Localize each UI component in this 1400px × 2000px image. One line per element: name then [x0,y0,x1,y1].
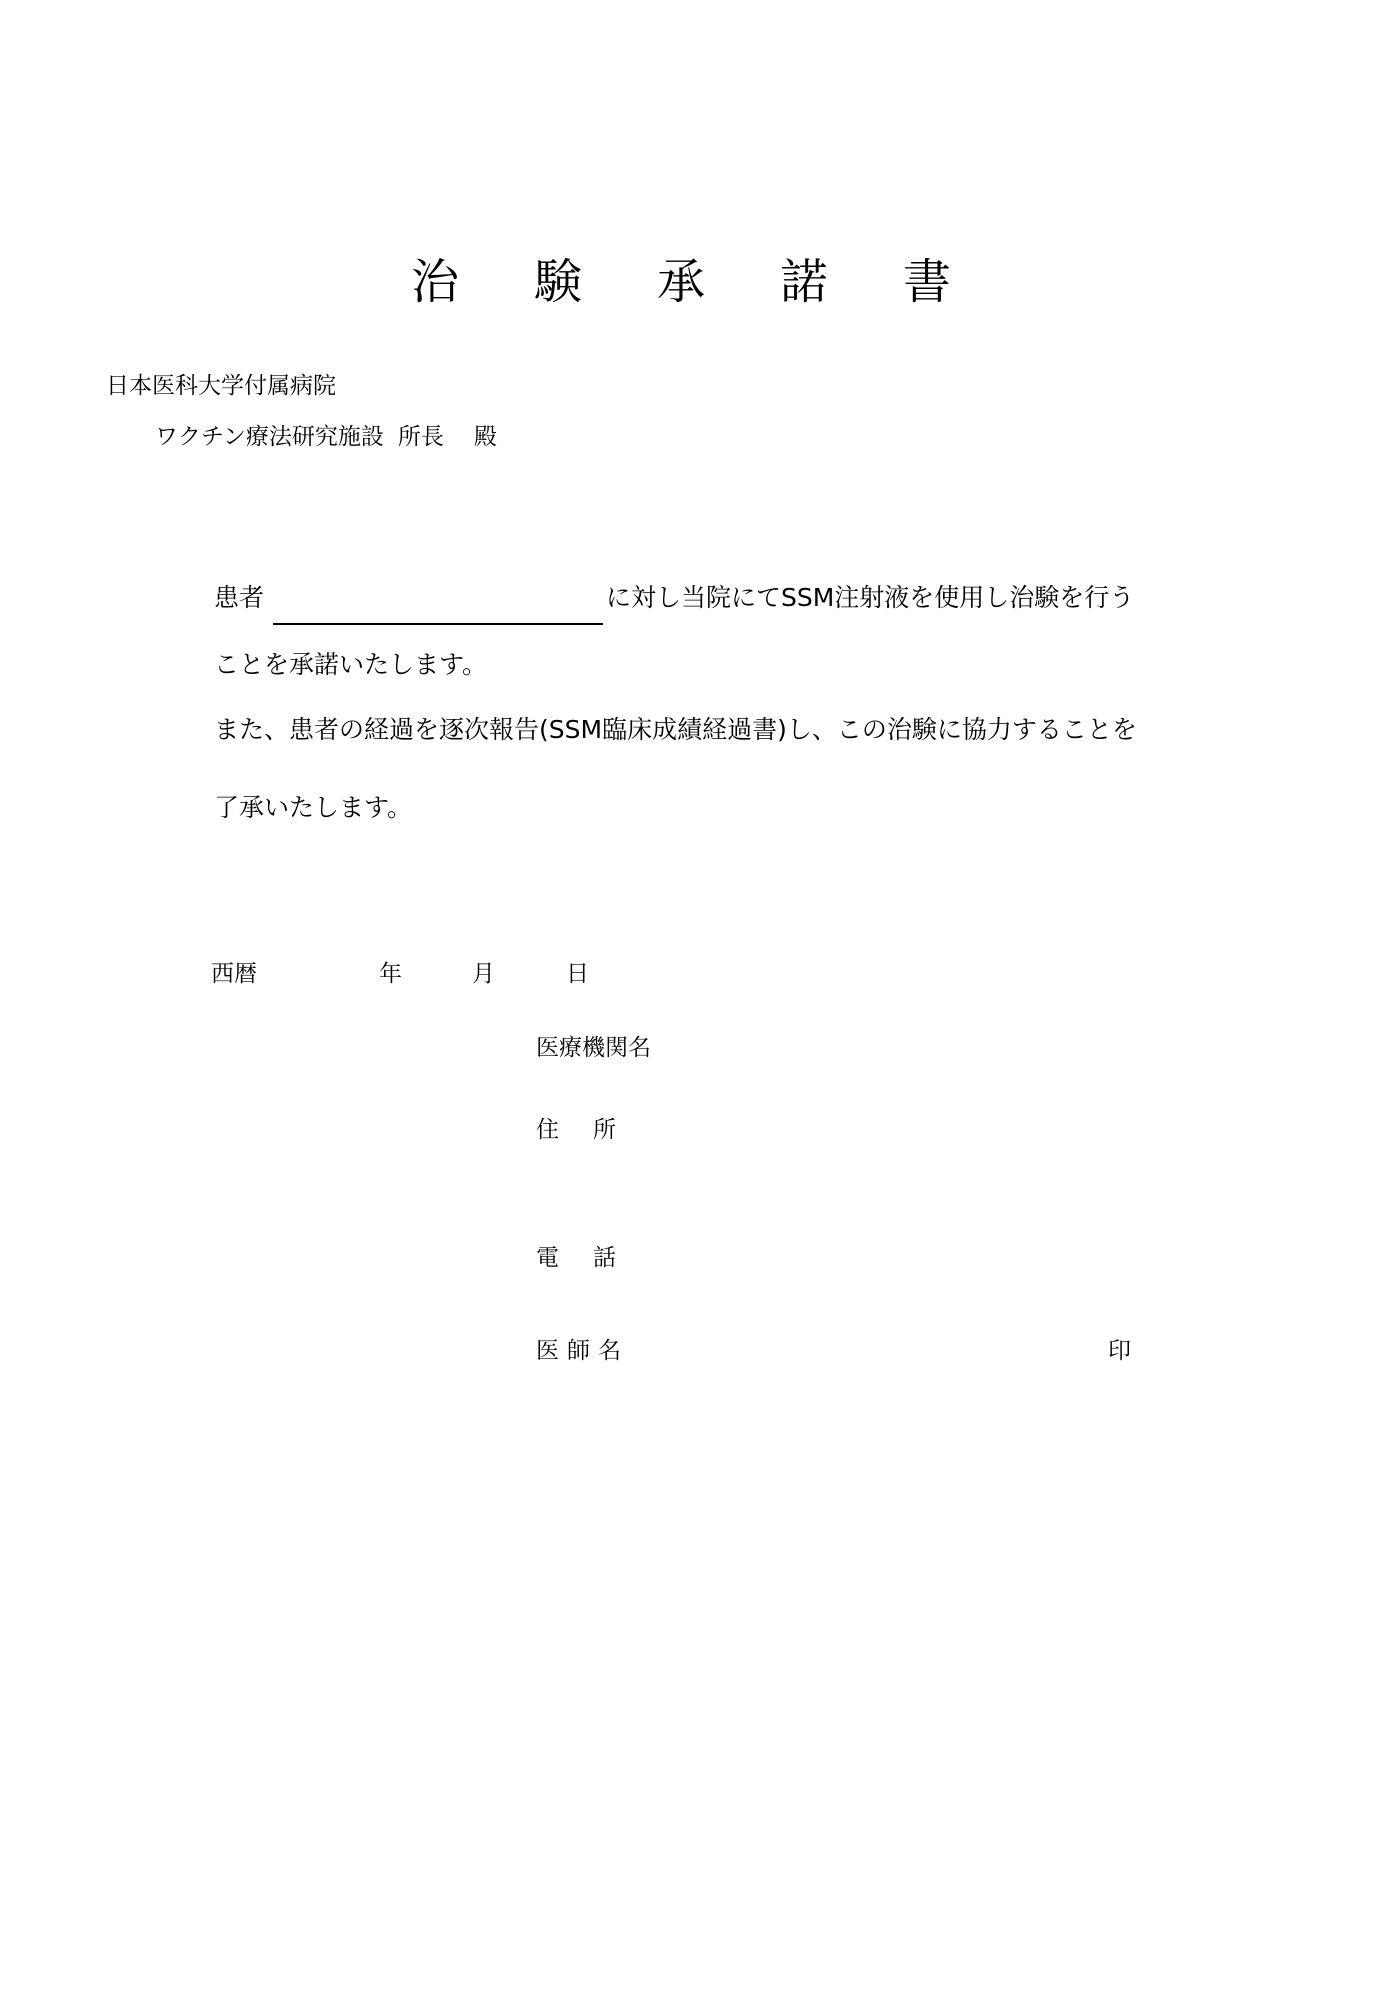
institution-label: 医療機関名 [536,1035,651,1061]
addressee-position: 所長 [397,424,444,450]
phone-label: 電話 [536,1245,650,1271]
addressee-line [155,421,497,453]
body-line4: 了承いたします。 [214,793,413,822]
body-line1-prefix: 患者 [214,583,265,612]
title-char-2: 験 [533,254,582,310]
addressee-facility: ワクチン療法研究施設 [155,424,384,450]
seal-label: 印 [1108,1338,1131,1364]
address-label: 住所 [536,1117,650,1143]
addressee-honorific: 殿 [473,424,497,450]
body-line1-suffix: に対し当院にてSSM注射液を使用し治験を行う [606,583,1135,612]
title-char-5: 書 [902,254,951,310]
doctor-name-label: 医師名 [536,1338,629,1364]
title-char-3: 承 [656,254,705,310]
body-line3: また、患者の経過を逐次報告(SSM臨床成績経過書)し、この治験に協力することを [214,715,1137,744]
document-title [411,250,951,314]
patient-name-blank[interactable] [273,623,603,625]
date-month-label: 月 [472,961,495,987]
date-day-label: 日 [566,961,589,987]
date-era-label: 西暦 [211,961,257,987]
addressee-hospital: 日本医科大学付属病院 [106,373,336,399]
body-line2: ことを承諾いたします。 [214,650,488,679]
date-year-label: 年 [379,961,402,987]
title-char-4: 諾 [779,254,828,310]
title-char-1: 治 [411,254,460,310]
